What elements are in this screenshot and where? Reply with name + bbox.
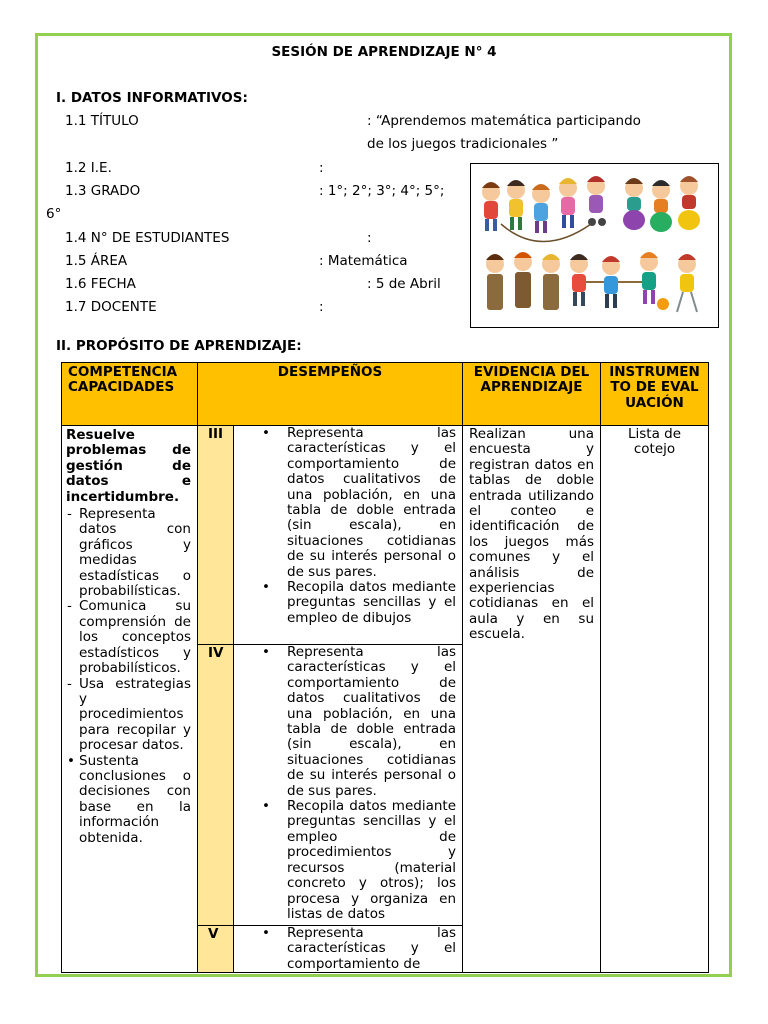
row-fecha-value: : 5 de Abril — [367, 276, 441, 292]
row-fecha-label: 1.6 FECHA — [65, 276, 136, 292]
section1-heading: I. DATOS INFORMATIVOS: — [56, 90, 248, 106]
section2-heading: II. PROPÓSITO DE APRENDIZAJE: — [56, 338, 302, 354]
desempeno-item: • Representa las características y el comportamiento de — [234, 926, 462, 972]
capacidad-item: • Sustenta conclusiones o decisiones con base en la información obtenida. — [67, 752, 191, 846]
evidencia-cell: Realizan una encuesta y registran datos en tablas de doble entrada utilizando el conteo e identificación de los juegos más comunes y el análisis de experiencias cotidianas en el aula y en su escuela. — [463, 426, 601, 973]
row-titulo-value-cont: de los juegos tradicionales ” — [367, 136, 559, 152]
children-games-illustration — [470, 163, 719, 328]
capacidad-item: - Representa datos con gráficos y medidas estadísticas o probabilísticas. — [67, 506, 191, 600]
learning-purpose-table — [61, 362, 709, 973]
desempenos-v — [234, 926, 463, 973]
desempeno-item: • Recopila datos mediante preguntas sencillas y el empleo de procedimientos y recursos (material concreto y otros); los procesa y organiza en listas de datos — [234, 799, 462, 922]
desempenos-iv — [234, 645, 463, 926]
row-titulo-label: 1.1 TÍTULO — [65, 113, 139, 129]
row-grado-label: 1.3 GRADO — [65, 183, 141, 199]
grade-v: V — [198, 926, 234, 973]
row-ie-value: : — [319, 160, 324, 176]
row-estudiantes-value: : — [367, 230, 372, 246]
header-instrumento: INSTRUMENTO DE EVALUACIÓN — [601, 363, 709, 426]
header-evidencia: EVIDENCIA DEL APRENDIZAJE — [463, 363, 601, 426]
desempenos-iii — [234, 426, 463, 645]
desempeno-item: • Recopila datos mediante preguntas sencillas y el empleo de dibujos — [234, 580, 462, 626]
header-competencia: COMPETENCIA CAPACIDADES — [62, 363, 198, 426]
document-title: SESIÓN DE APRENDIZAJE N° 4 — [271, 44, 497, 60]
row-docente-value: : — [319, 299, 324, 315]
row-estudiantes-label: 1.4 N° DE ESTUDIANTES — [65, 230, 230, 246]
desempeno-item: • Representa las características y el comportamiento de datos cualitativos de una población, en una tabla de doble entrada (sin escala), en situaciones cotidianas de su interés personal o de sus pares. — [234, 645, 462, 799]
desempeno-item: • Representa las características y el comportamiento de datos cualitativos de una población, en una tabla de doble entrada (sin escala), en situaciones cotidianas de su interés personal o de sus pares. — [234, 426, 462, 580]
row-docente-label: 1.7 DOCENTE — [65, 299, 157, 315]
row-titulo-value: : “Aprendemos matemática participando — [367, 113, 641, 129]
grade-iv: IV — [198, 645, 234, 926]
grade-iii: III — [198, 426, 234, 645]
row-grado-value: : 1°; 2°; 3°; 4°; 5°; — [319, 183, 445, 199]
instrumento-cell: Lista de cotejo — [601, 426, 709, 973]
row-area-label: 1.5 ÁREA — [65, 253, 128, 269]
row-ie-label: 1.2 I.E. — [65, 160, 112, 176]
capacidad-item: - Comunica su comprensión de los conceptos estadísticos y probabilísticos. — [67, 598, 191, 677]
children-playing-icon — [471, 164, 719, 328]
row-area-value: : Matemática — [319, 253, 408, 269]
capacidad-item: - Usa estrategias y procedimientos para recopilar y procesar datos. — [67, 675, 191, 754]
row-grado-wrap: 6° — [46, 206, 62, 222]
header-desempenos: DESEMPEÑOS — [198, 363, 463, 426]
competencia-title: Resuelve problemas de gestión de datos e incertidumbre. — [66, 427, 191, 505]
competencia-cell — [62, 426, 198, 973]
